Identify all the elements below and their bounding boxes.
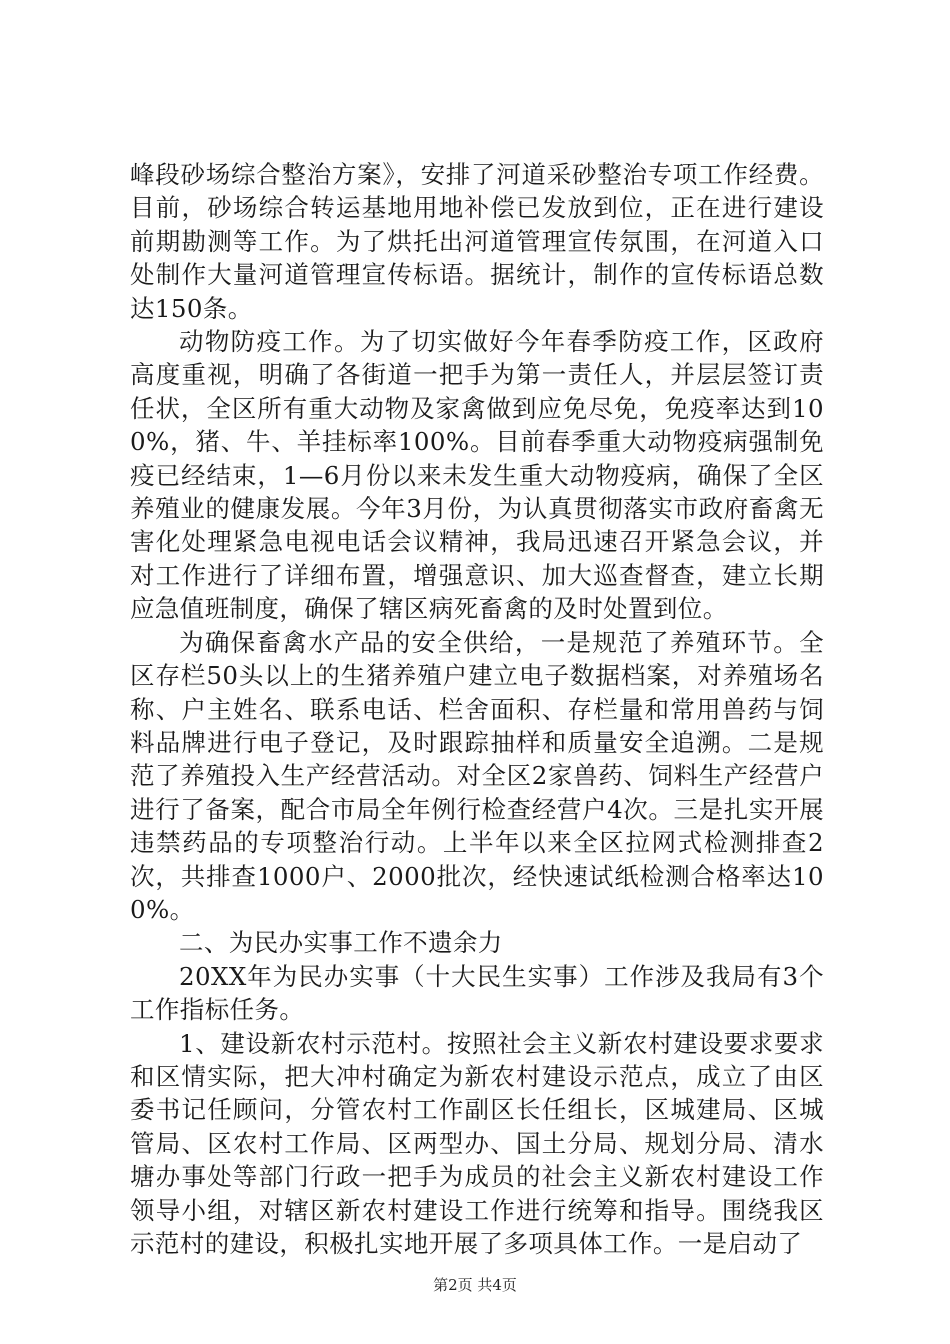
section-heading: 二、为民办实事工作不遗余力 <box>179 928 503 958</box>
paragraph-river-sand: 峰段砂场综合整治方案》，安排了河道采砂整治专项工作经费。目前，砂场综合转运基地用地补偿已发放到位，正在进行建设前期勘测等工作。为了烘托出河道管理宣传氛围，在河道入口处制作大量河道管理宣传标语。据统计，制作的宣传标语总数达150条。 <box>130 160 824 323</box>
paragraph-animal-epidemic: 动物防疫工作。为了切实做好今年春季防疫工作，区政府高度重视，明确了各街道一把手为第一责任人，并层层签订责任状，全区所有重大动物及家禽做到应免尽免，免疫率达到100%，猪、牛、羊挂标率100%。目前春季重大动物疫病强制免疫已经结束，1—6月份以来未发生重大动物疫病，确保了全区养殖业的健康发展。今年3月份，为认真贯彻落实市政府畜禽无害化处理紧急电视电话会议精神，我局迅速召开紧急会议，并对工作进行了详细布置，增强意识、加大巡查督查，建立长期应急值班制度，确保了辖区病死畜禽的及时处置到位。 <box>130 327 824 624</box>
page-number-footer: 第2页 共4页 <box>433 1276 517 1294</box>
paragraph-food-safety: 为确保畜禽水产品的安全供给，一是规范了养殖环节。全区存栏50头以上的生猪养殖户建立电子数据档案，对养殖场名称、户主姓名、联系电话、栏舍面积、存栏量和常用兽药与饲料品牌进行电子登记，及时跟踪抽样和质量安全追溯。二是规范了养殖投入生产经营活动。对全区2家兽药、饲料生产经营户进行了备案，配合市局全年例行检查经营户4次。三是扎实开展违禁药品的专项整治行动。上半年以来全区拉网式检测排查2次，共排查1000户、2000批次，经快速试纸检测合格率达100%。 <box>130 627 824 924</box>
paragraph-livelihood-tasks: 20XX年为民办实事（十大民生实事）工作涉及我局有3个工作指标任务。 <box>130 961 824 1025</box>
document-body <box>130 158 824 1260</box>
paragraph-new-village: 1、建设新农村示范村。按照社会主义新农村建设要求要求和区情实际，把大冲村确定为新农村建设示范点，成立了由区委书记任顾问，分管农村工作副区长任组长，区城建局、区城管局、区农村工作局、区两型办、国土分局、规划分局、清水塘办事处等部门行政一把手为成员的社会主义新农村建设工作领导小组，对辖区新农村建设工作进行统筹和指导。围绕我区示范村的建设，积极扎实地开展了多项具体工作。一是启动了 <box>130 1028 824 1258</box>
